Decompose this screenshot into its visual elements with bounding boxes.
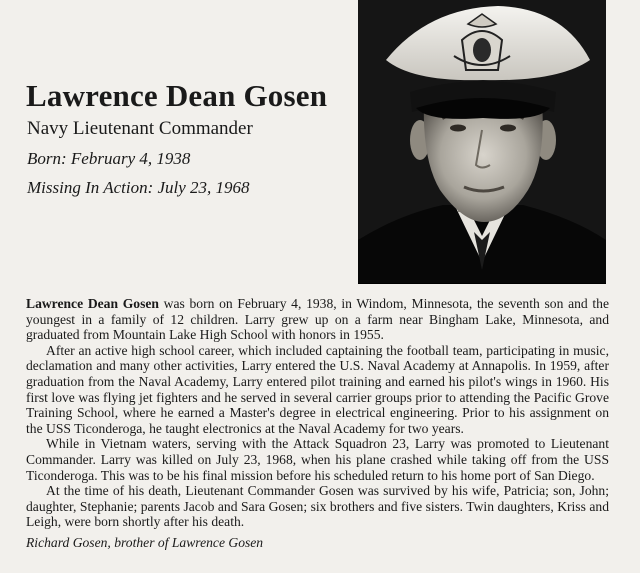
- biography-paragraph-1: [26, 296, 609, 343]
- biography-paragraph-1-text: was born on February 4, 1938, in Windom, Minnesota, the seventh son and the youngest in a family of 12 children. Larry grew up on a farm near Bingham Lake, Minnesota, and graduated from Mountain Lake High School with honors in 1955.: [26, 296, 610, 343]
- portrait-photo: [358, 0, 606, 284]
- biography-paragraph-2: After an active high school career, which included captaining the football team, participating in music, declamation and many other activities, Larry entered the U.S. Naval Academy at Annapolis. In 1959, after graduation from the Naval Academy, Larry entered pilot training and earned his pilot's wings in 1960. His first love was flying jet fighters and he served in several carrier groups prior to attending the Pacific Grove Training School, where he earned a Master's degree in electrical engineering. Prior to his assignment on the USS Ticonderoga, he taught electronics at the Naval Academy for two years.: [26, 342, 609, 436]
- rank-title: Navy Lieutenant Commander: [27, 118, 253, 139]
- person-name-heading: Lawrence Dean Gosen: [26, 78, 328, 113]
- biography-lead-name: Lawrence Dean Gosen: [26, 296, 159, 311]
- birth-date: Born: February 4, 1938: [27, 149, 191, 168]
- biography-paragraph-3: While in Vietnam waters, serving with the Attack Squadron 23, Larry was promoted to Lieutenant Commander. Larry was killed on July 23, 1968, when his plane crashed while taking off from the USS Ticonderoga. This was to be his final mission before his scheduled return to his home port of San Diego.: [26, 436, 609, 483]
- biography-paragraph-4: At the time of his death, Lieutenant Commander Gosen was survived by his wife, Patricia; son, John; daughter, Stephanie; parents Jacob and Sara Gosen; six brothers and five sisters. Twin daughters, Kriss and Leigh, were born shortly after his death.: [26, 483, 609, 530]
- biography-text: [26, 296, 609, 530]
- missing-in-action-date: Missing In Action: July 23, 1968: [27, 178, 250, 197]
- author-signature: Richard Gosen, brother of Lawrence Gosen: [26, 535, 264, 550]
